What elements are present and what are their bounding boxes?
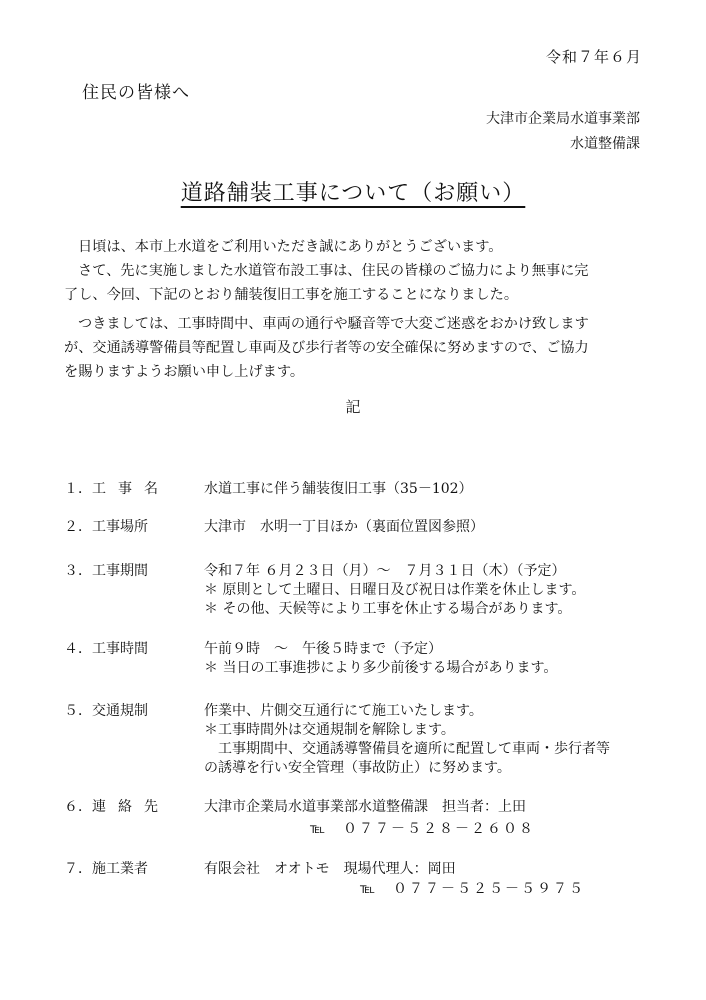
item-label: 工事名 <box>92 481 170 497</box>
item-number: １． <box>64 481 92 497</box>
issuer-organization: 大津市企業局水道事業部 <box>486 111 640 127</box>
item-value: 大津市企業局水道事業部水道整備課 担当者：上田 <box>204 799 526 815</box>
document-date: 令和７年６月 <box>545 48 642 66</box>
item-number: ５． <box>64 703 92 719</box>
item-number: ４． <box>64 641 92 657</box>
body-paragraph-3-line-2: が、交通誘導警備員等配置し車両及び歩行者等の安全確保に努めますので、ご協力 <box>64 340 589 356</box>
ki-heading: 記 <box>345 398 361 416</box>
document-title: 道路舗装工事について（お願い） <box>180 181 526 206</box>
item-note: ＊ 原則として土曜日、日曜日及び祝日は作業を休止します。 <box>204 582 586 598</box>
item-label: 連絡先 <box>92 799 170 815</box>
item-value: 大津市 水明一丁目ほか（裏面位置図参照） <box>204 519 484 535</box>
item-value: 作業中、片側交互通行にて施工いたします。 <box>204 703 483 719</box>
item-value: 令和７年 ６月２３日（月）～ ７月３１日（木）（予定） <box>204 563 566 579</box>
body-paragraph-2-line-2: 了し、今回、下記のとおり舗装復旧工事を施工することになりました。 <box>64 287 519 303</box>
item-value: 午前９時 ～ 午後５時まで（予定） <box>204 641 442 657</box>
contractor-phone: ℡ ０７７－５２５－５９７５ <box>360 881 586 897</box>
item-note: 工事期間中、交通誘導警備員を適所に配置して車両・歩行者等 <box>218 741 610 757</box>
item-number: ２． <box>64 519 92 535</box>
document-title-wrap <box>0 176 706 207</box>
item-number: ７． <box>64 861 92 877</box>
item-value: 水道工事に伴う舗装復旧工事（35－102） <box>204 481 473 497</box>
item-label: 交通規制 <box>92 703 148 719</box>
body-paragraph-3-line-1: つきましては、工事時間中、車両の通行や騒音等で大変ご迷惑をおかけ致します <box>78 316 589 332</box>
item-note: ＊ その他、天候等により工事を休止する場合があります。 <box>204 601 572 617</box>
item-label: 施工業者 <box>92 861 148 877</box>
item-label: 工事場所 <box>92 519 148 535</box>
body-paragraph-3-line-3: を賜りますようお願い申し上げます。 <box>64 364 305 380</box>
item-number: ３． <box>64 563 92 579</box>
item-label: 工事時間 <box>92 641 148 657</box>
item-note: ＊ 当日の工事進捗により多少前後する場合があります。 <box>204 660 558 676</box>
addressee: 住民の皆様へ <box>82 83 190 103</box>
item-label: 工事期間 <box>92 563 148 579</box>
body-paragraph-1: 日頃は、本市上水道をご利用いただき誠にありがとうございます。 <box>78 239 503 255</box>
item-note: の誘導を行い安全管理（事故防止）に努めます。 <box>204 760 511 776</box>
issuer-section: 水道整備課 <box>570 136 640 152</box>
contact-phone: ℡ ０７７－５２８－２６０８ <box>310 821 536 837</box>
item-number: ６． <box>64 799 92 815</box>
item-value: 有限会社 オオトモ 現場代理人：岡田 <box>204 861 456 877</box>
item-note: ＊工事時間外は交通規制を解除します。 <box>204 722 455 738</box>
body-paragraph-2-line-1: さて、先に実施しました水道管布設工事は、住民の皆様のご協力により無事に完 <box>78 263 589 279</box>
